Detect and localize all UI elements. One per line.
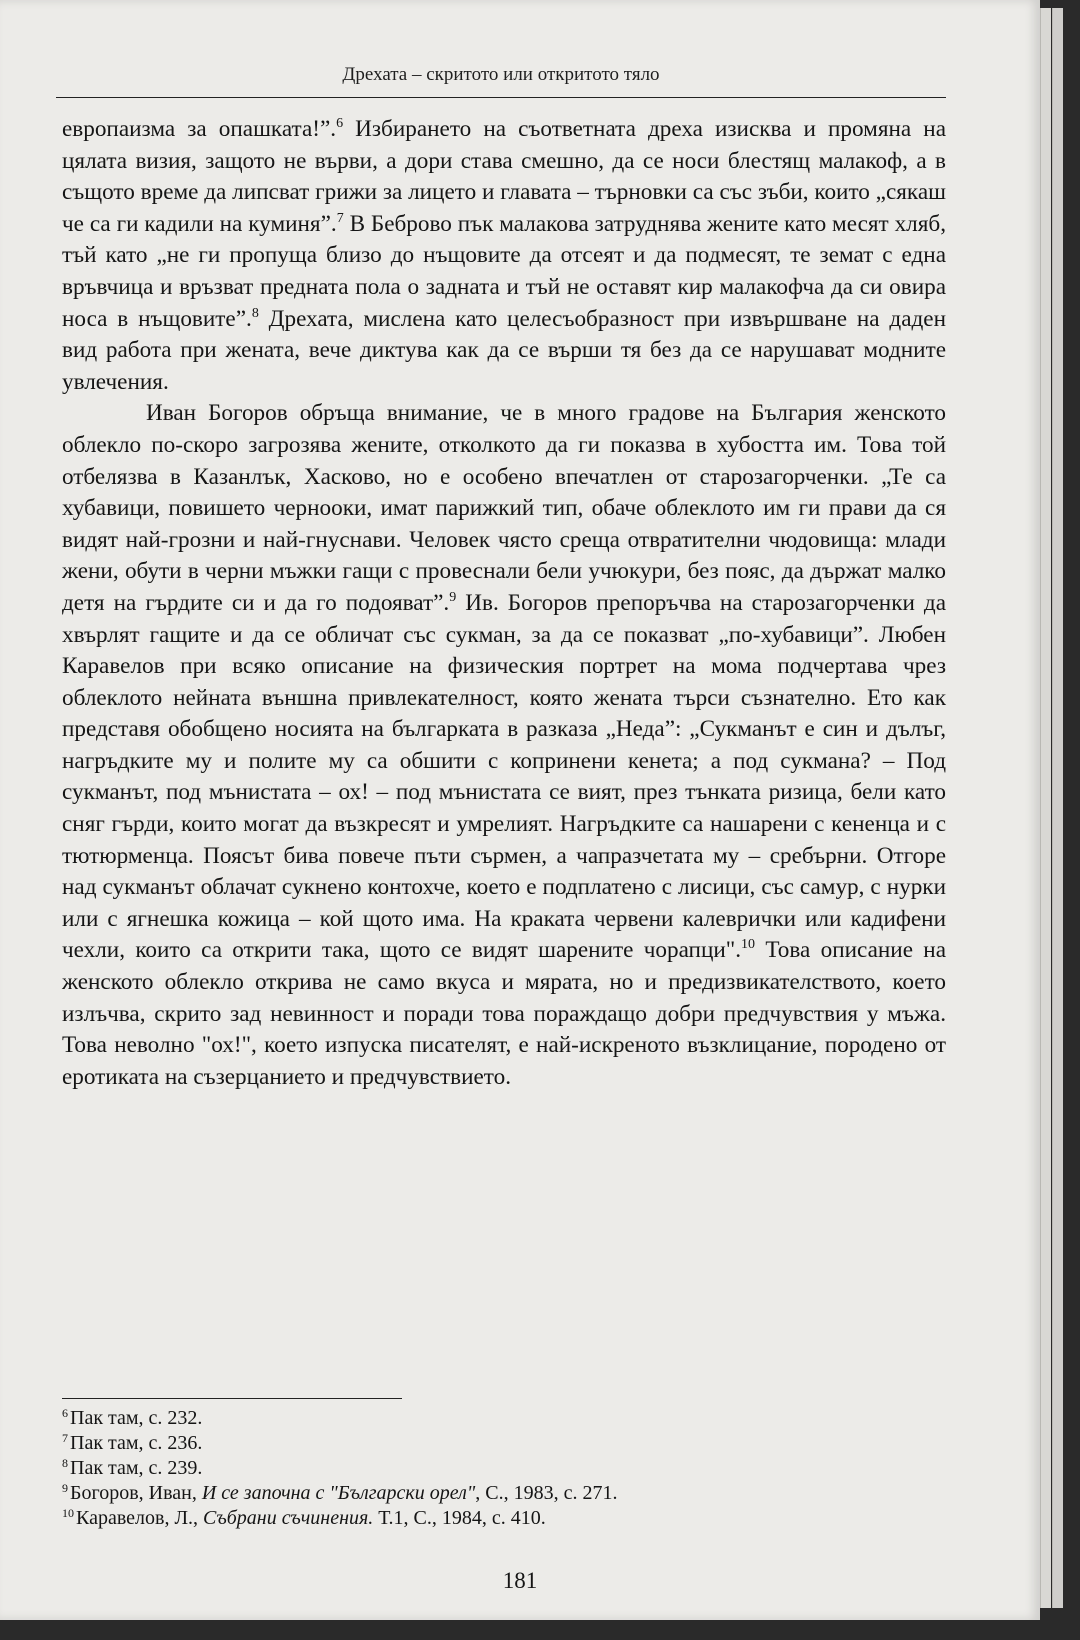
footnote-details: Т.1, С., 1984, с. 410. bbox=[373, 1507, 546, 1529]
footnote-author: Каравелов, Л., bbox=[76, 1507, 204, 1529]
running-header: Дрехата – скритото или откритото тяло bbox=[342, 64, 660, 85]
text-segment: В Беброво пък малакова затруднява жените като месят хляб, тъй като „не ги пропуща близо до нъщовите да отсеят и да подмесят, те земат с една връвчица и връзват предната пола о задната и тъй не оставят кир малакофча да си овира носа в нъщовите”. bbox=[62, 210, 946, 332]
page-number: 181 bbox=[502, 1568, 538, 1593]
footnote-10 bbox=[62, 1506, 942, 1531]
footnote-8 bbox=[62, 1456, 942, 1481]
footnote-number: 10 bbox=[62, 1506, 74, 1520]
footnote-ref-8[interactable]: 8 bbox=[251, 305, 259, 321]
page-edge bbox=[1052, 8, 1063, 1608]
text-segment: Ив. Богоров препоръчва на старозагорченки да хвърлят гащите и да се обличат със сукман, за да се показват „по-хубавици”. Любен Каравелов при всяко описание на физическия портрет на мома подчертава чрез облеклото нейната външна привлекателност, която жената търси съзнателно. Ето как представя обобщено носията на българката в разказа „Неда”: „Сукманът е син и дълъг, нагръдките му и полите му са обшити с копринени кенета; а под сукмана? – Под сукманът, под мънистата – ох! – под мънистата се вият, през тънката ризица, бели като сняг гърди, които могат да възкресят и умрелият. Нагръдките са нашарени с кененца и с тютюрменца. Поясът бива повече пъти сърмен, а чапразчетата му – сребърни. Отгоре над сукманът облачат сукнено контохче, което е подплатено с лисици, със самур, с нурки или с ягнешка кожица – кой щото има. На краката червени калеврички или кадифени чехли, които са открити така, щото се видят шарените чорапци". bbox=[62, 589, 947, 964]
paragraph-2 bbox=[62, 398, 946, 1093]
text-segment: Това описание на женското облекло открива не само вкуса и мярата, но и предизвикателството, което излъчва, скрито зад невинност и поради това пораждащо добри предчувствия у мъжа. Това неволно "ох!", което изпуска писателят, е най-искреното възклицание, породено от еротиката на съзерцанието и предчувствието. bbox=[62, 937, 946, 1090]
footnote-text: Пак там, с. 232. bbox=[70, 1407, 203, 1429]
footnote-number: 8 bbox=[62, 1456, 68, 1470]
footnote-text: Пак там, с. 236. bbox=[70, 1432, 203, 1454]
footnote-book-title: Събрани съчинения. bbox=[203, 1507, 374, 1529]
footnote-9 bbox=[62, 1481, 942, 1506]
page-edge bbox=[1040, 8, 1051, 1608]
footnote-ref-10[interactable]: 10 bbox=[741, 937, 756, 953]
footnote-number: 6 bbox=[62, 1406, 68, 1420]
footnote-7 bbox=[62, 1431, 942, 1456]
footnote-ref-9[interactable]: 9 bbox=[449, 589, 457, 605]
footnote-number: 9 bbox=[62, 1481, 68, 1495]
text-segment: Дрехата, мислена като целесъобразност при извършване на даден вид работа при жената, вече диктува как да се върши тя без да се нарушават модните увлечения. bbox=[62, 305, 946, 395]
paragraph-1 bbox=[62, 114, 946, 398]
footnote-book-title: И се започна с "Български орел" bbox=[201, 1482, 476, 1504]
footnote-text: Пак там, с. 239. bbox=[70, 1457, 203, 1479]
text-segment: Иван Богоров обръща внимание, че в много градове на България женското облекло по-скоро загрозява жените, отколкото да ги показва в хубостта им. Това той отбелязва в Казанлък, Хасково, но е особено впечатлен от старозагорченки. „Те са хубавици, повишето черноoки, имат парижкий тип, обаче облеклото им ги прави да ся видят най-грозни и най-гнуснави. Человек чясто среща отвратителни чюдовища: млади жени, обути в черни мъжки гащи с провеснали бели учюкури, без пояс, да държат малко детя на гърдите си и да го подояват”. bbox=[62, 400, 946, 616]
footnote-details: , С., 1983, с. 271. bbox=[475, 1482, 618, 1504]
footnote-6 bbox=[62, 1406, 942, 1431]
text-segment: Избирането на съответната дреха изисква и промяна на цялата визия, защото не върви, а дори става смешно, да се носи блестящ малакоф, а в същото време да липсват грижи за лицето и главата – търновки са със зъби, които „сякаш че са ги кадили на куминя”. bbox=[62, 116, 946, 237]
footnote-author: Богоров, Иван, bbox=[70, 1482, 202, 1504]
footnote-ref-6[interactable]: 6 bbox=[336, 116, 344, 131]
header-rule bbox=[56, 97, 946, 98]
footnote-separator bbox=[62, 1398, 402, 1399]
footnotes bbox=[62, 1406, 942, 1531]
text-segment: европаизма за опашката!”. bbox=[62, 116, 337, 142]
footnote-number: 7 bbox=[62, 1431, 68, 1445]
footnote-ref-7[interactable]: 7 bbox=[336, 210, 344, 226]
main-text bbox=[62, 114, 946, 1093]
